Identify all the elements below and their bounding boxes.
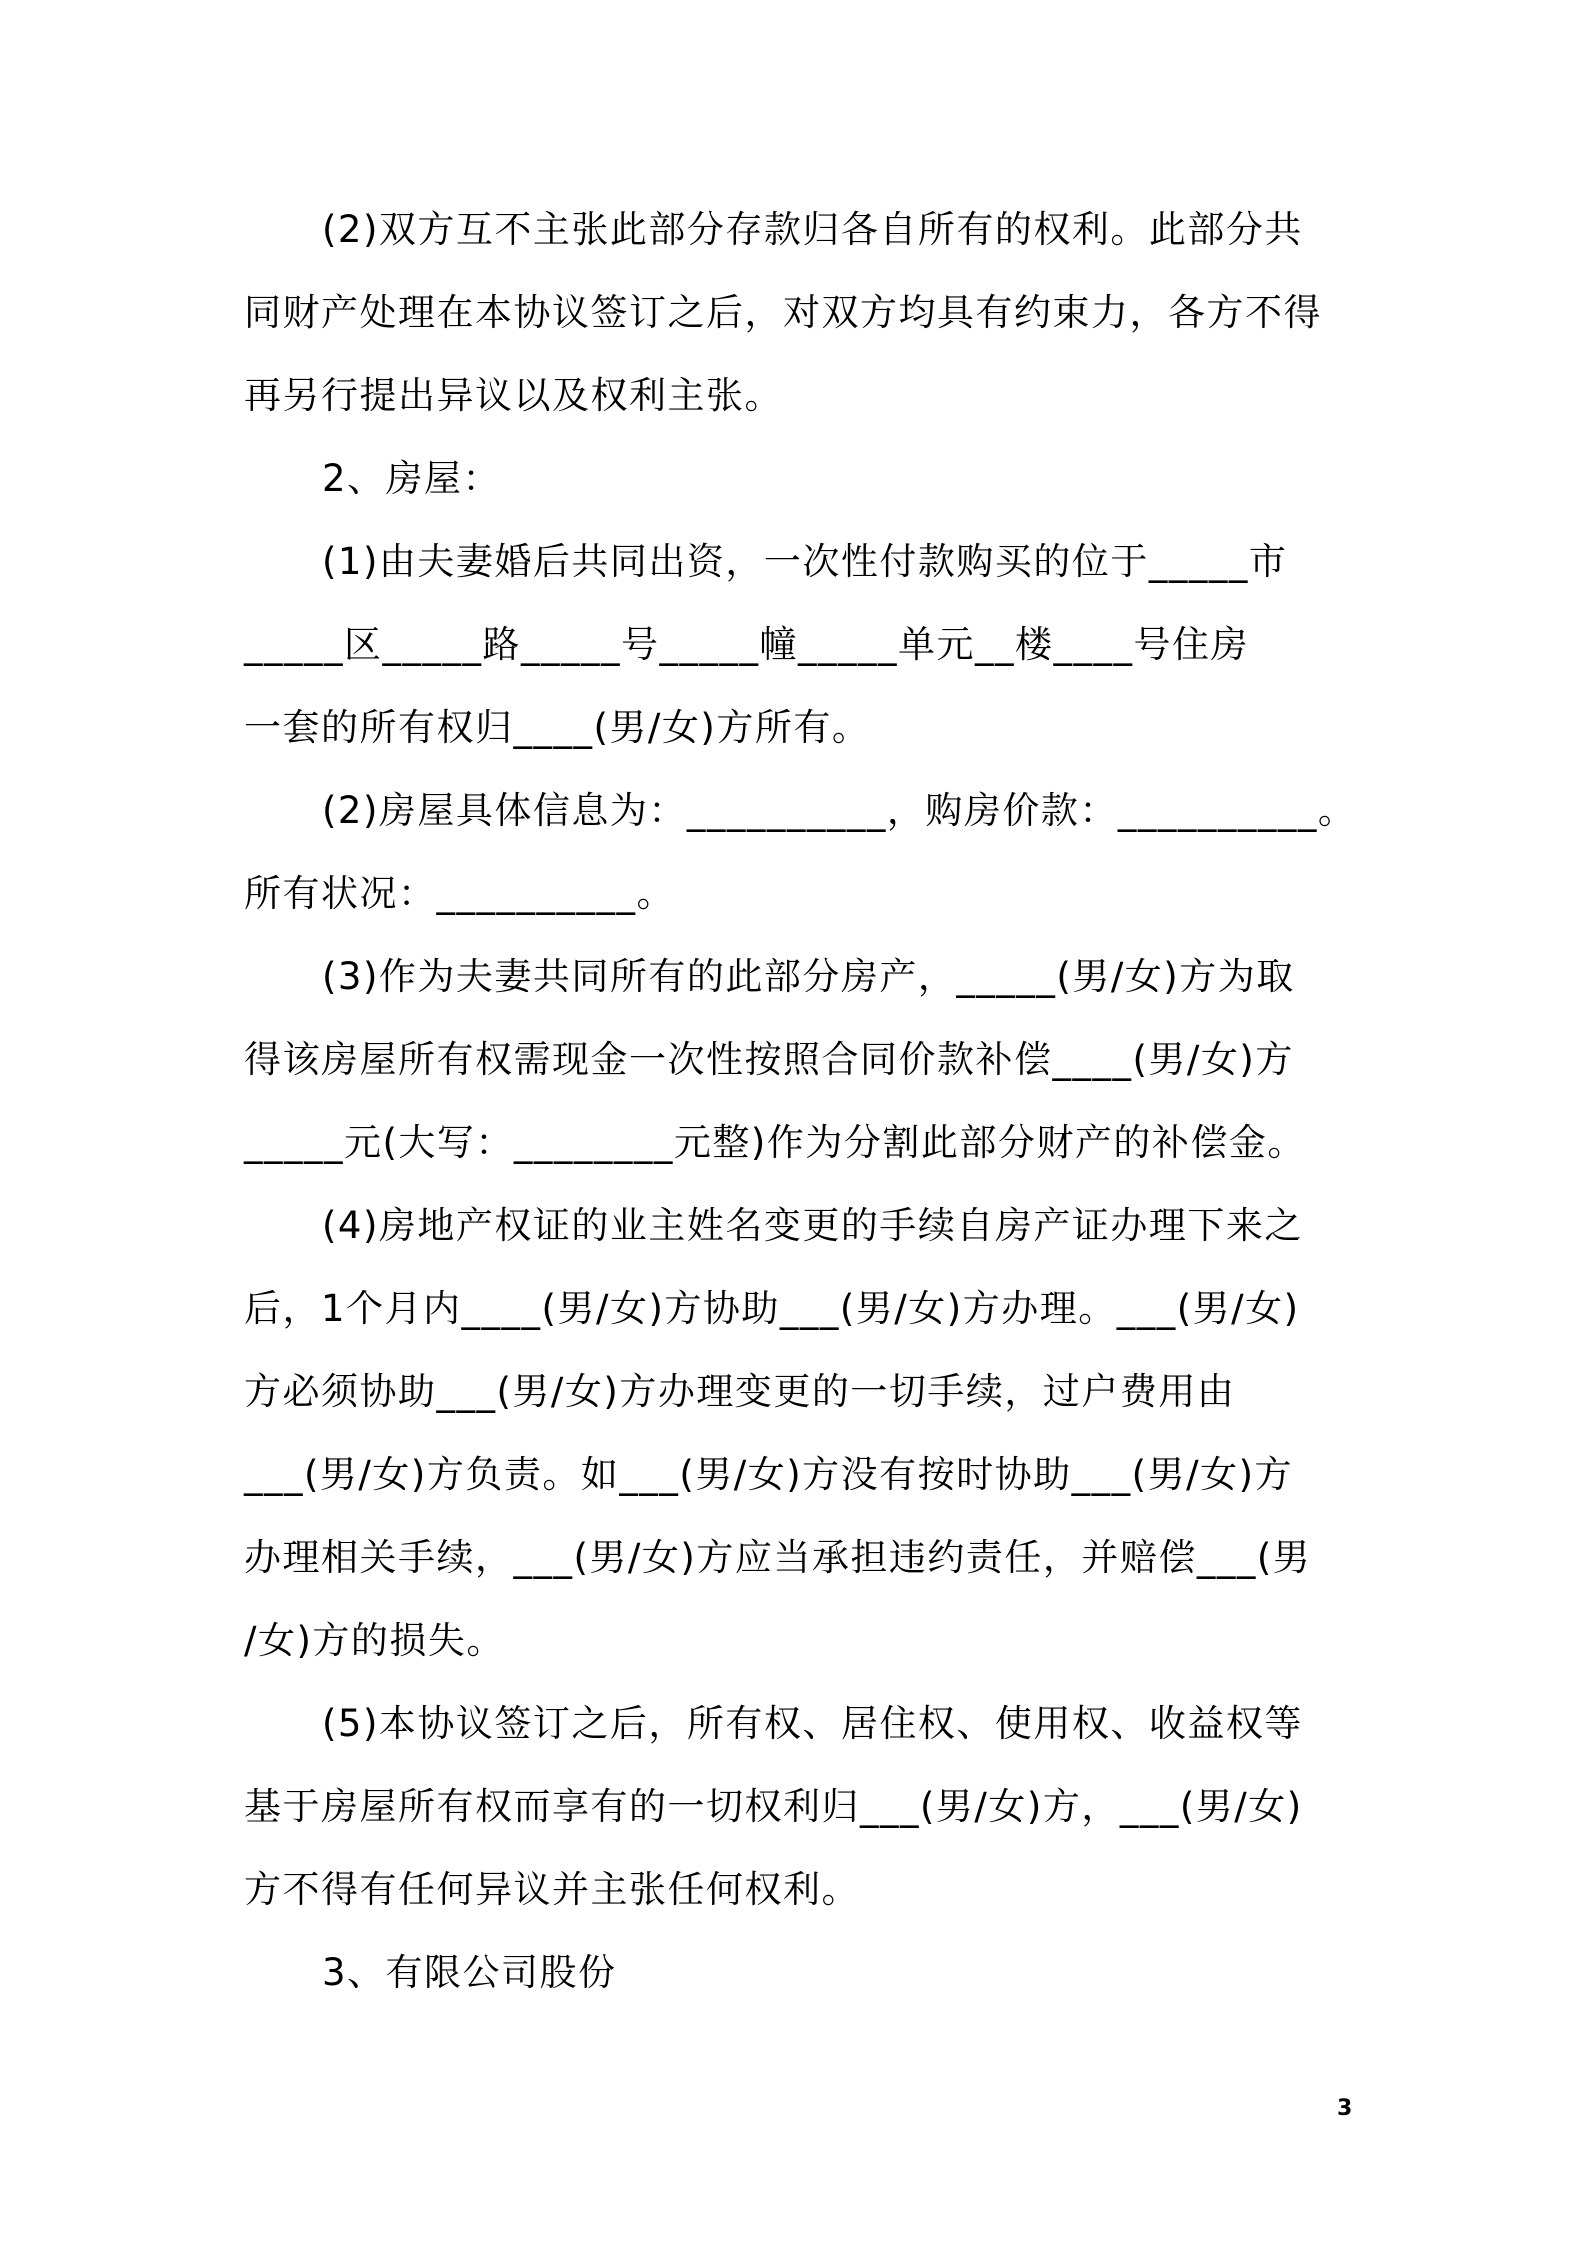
text-line: (2)双方互不主张此部分存款归各自所有的权利。此部分共 [322,208,1303,251]
text-line: 所有状况：__________。 [244,872,675,915]
text-line: (3)作为夫妻共同所有的此部分房产，_____(男/女)方为取 [322,955,1295,998]
text-line: 一套的所有权归____(男/女)方所有。 [244,706,871,749]
text-line: /女)方的损失。 [244,1619,505,1662]
text-line: 同财产处理在本协议签订之后，对双方均具有约束力，各方不得 [244,291,1322,334]
text-line: 得该房屋所有权需现金一次性按照合同价款补偿____(男/女)方 [244,1038,1294,1081]
text-line: 后，1个月内____(男/女)方协助___(男/女)方办理。___(男/女) [244,1287,1300,1330]
text-line: _____元(大写：________元整)作为分割此部分财产的补偿金。 [244,1121,1306,1164]
text-line: _____区_____路_____号_____幢_____单元__楼____号住房 [244,623,1249,666]
text-line: 办理相关手续，___(男/女)方应当承担违约责任，并赔偿___(男 [244,1536,1312,1579]
text-line: 方必须协助___(男/女)方办理变更的一切手续，过户费用由 [244,1370,1236,1413]
page-number: 3 [1337,2096,1353,2121]
section-heading: 3、有限公司股份 [322,1951,617,1994]
text-line: 再另行提出异议以及权利主张。 [244,374,783,417]
text-line: ___(男/女)方负责。如___(男/女)方没有按时协助___(男/女)方 [244,1453,1294,1496]
text-line: (5)本协议签订之后，所有权、居住权、使用权、收益权等 [322,1702,1303,1745]
text-line: (1)由夫妻婚后共同出资，一次性付款购买的位于_____市 [322,540,1288,583]
text-line: 基于房屋所有权而享有的一切权利归___(男/女)方，___(男/女) [244,1785,1303,1828]
text-line: (4)房地产权证的业主姓名变更的手续自房产证办理下来之 [322,1204,1303,1247]
text-line: (2)房屋具体信息为：__________，购房价款：__________。 [322,789,1357,832]
text-line: 方不得有任何异议并主张任何权利。 [244,1868,860,1911]
section-heading: 2、房屋： [322,457,502,500]
